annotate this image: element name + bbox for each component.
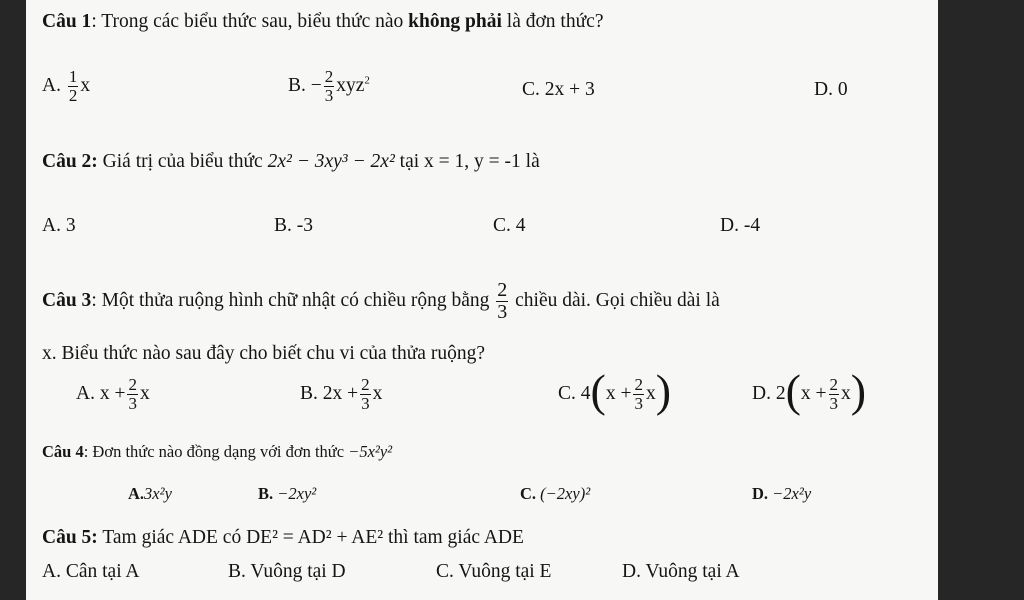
q1-option-b [288, 68, 370, 105]
q5-stem [42, 528, 524, 548]
q4-a-prefix: A. [128, 484, 145, 503]
q3-option-a [76, 376, 150, 413]
q4-option-d [752, 486, 811, 503]
q1-b-den: 3 [324, 85, 334, 105]
q4-a-expr: 3x²y [144, 484, 172, 503]
q1-b-sign: − [310, 74, 322, 96]
q1-a-var: x [80, 74, 91, 96]
q4-label: Câu 4 [42, 442, 84, 461]
q3-d-expr: x + [800, 382, 827, 404]
q4-c-expr: (−2xy)² [540, 484, 591, 503]
q1-b-prefix: B. [288, 74, 306, 96]
q2-text: Giá trị của biểu thức [97, 151, 268, 172]
q1-a-fraction [68, 68, 79, 105]
q1-b-exp: 2 [364, 74, 370, 87]
q3-c-num: 2 [634, 375, 643, 394]
q1-bold-text: không phải [408, 11, 502, 32]
q1-text: : Trong các biểu thức sau, biểu thức nào [91, 11, 409, 32]
q3-d-num: 2 [829, 375, 839, 394]
q3-option-b [300, 376, 382, 413]
q4-b-prefix: B. [258, 484, 274, 503]
q5-option-d: D. Vuông tại A [622, 561, 740, 582]
q1-option-c: C. 2x + 3 [522, 79, 595, 100]
q3-a-prefix: A. [76, 382, 95, 404]
q3-option-c [558, 365, 672, 417]
q1-tail: là đơn thức? [501, 11, 604, 32]
q2-option-a: A. 3 [42, 215, 76, 236]
q3-a-num: 2 [128, 375, 137, 394]
q3-c-prefix: C. [558, 382, 576, 404]
q4-b-expr: −2xy² [277, 484, 317, 503]
q3-d-var: x [841, 382, 851, 404]
q1-b-var: xyz [336, 74, 365, 96]
q3-stem [42, 280, 720, 323]
q4-c-prefix: C. [520, 484, 537, 503]
q3-fraction [496, 280, 508, 323]
q2-option-c: C. 4 [493, 215, 526, 236]
q3-a-var: x [139, 382, 150, 404]
q4-option-c [520, 486, 590, 503]
q2-expression: 2x² − 3xy³ − 2x² [267, 151, 395, 172]
q4-option-b [258, 486, 316, 503]
q4-text: : Đơn thức nào đồng dạng với đơn thức [83, 442, 345, 461]
q3-d-fraction [829, 376, 840, 413]
q3-c-den: 3 [634, 393, 643, 413]
q3-d-open-paren: ( [785, 365, 801, 417]
q4-d-expr: −2x²y [772, 484, 812, 503]
q5-option-c: C. Vuông tại E [436, 561, 552, 582]
q2-stem [42, 152, 540, 172]
q4-d-prefix: D. [752, 484, 769, 503]
q2-option-b: B. -3 [274, 215, 313, 236]
q3-c-close-paren: ) [655, 365, 672, 417]
q3-d-coef: 2 [775, 382, 786, 404]
q5-option-a: A. Cân tại A [42, 561, 140, 582]
q1-a-num: 1 [68, 67, 78, 86]
q3-a-fraction [127, 376, 138, 413]
q1-a-prefix: A. [42, 74, 61, 96]
q3-b-var: x [372, 382, 383, 404]
q5-option-b: B. Vuông tại D [228, 561, 346, 582]
q3-a-den: 3 [128, 393, 137, 413]
q4-option-a [128, 486, 172, 503]
q3-b-expr: 2x + [322, 382, 359, 404]
q3-b-num: 2 [361, 375, 370, 394]
q3-d-close-paren: ) [850, 365, 867, 417]
q1-b-fraction [324, 68, 335, 105]
q2-label: Câu 2: [42, 151, 98, 172]
q3-d-prefix: D. [752, 382, 771, 404]
q2-condition: tại x = 1, y = -1 là [394, 151, 540, 172]
q4-stem [42, 444, 392, 461]
worksheet-page [26, 0, 938, 600]
q3-b-prefix: B. [300, 382, 318, 404]
q2-option-d: D. -4 [720, 215, 761, 236]
q5-text: Tam giác ADE có DE² = AD² + AE² thì tam giác ADE [97, 527, 524, 548]
q3-b-fraction [360, 376, 371, 413]
q1-label: Câu 1 [42, 11, 92, 32]
q3-text2: chiều dài. Gọi chiều dài là [515, 289, 720, 311]
q1-b-num: 2 [324, 67, 334, 86]
q3-a-expr: x + [99, 382, 126, 404]
q3-c-fraction [633, 376, 644, 413]
q3-frac-num: 2 [497, 279, 508, 301]
q3-c-expr: x + [605, 382, 632, 404]
q3-b-den: 3 [361, 393, 370, 413]
q3-c-coef: 4 [580, 382, 591, 404]
q3-c-open-paren: ( [590, 365, 606, 417]
q3-d-den: 3 [829, 393, 839, 413]
q3-option-d [752, 365, 867, 417]
q3-text1: : Một thửa ruộng hình chữ nhật có chiều rộng bằng [91, 289, 490, 311]
q4-monomial: −5x²y² [348, 442, 393, 461]
q3-label: Câu 3 [42, 289, 92, 311]
q1-a-den: 2 [68, 85, 78, 105]
q5-label: Câu 5: [42, 527, 98, 548]
q3-frac-den: 3 [497, 301, 508, 323]
q1-stem [42, 12, 603, 32]
q1-option-a [42, 68, 90, 105]
q3-c-var: x [645, 382, 656, 404]
q1-option-d: D. 0 [814, 79, 848, 100]
q3-line2: x. Biểu thức nào sau đây cho biết chu vi của thửa ruộng? [42, 343, 485, 364]
